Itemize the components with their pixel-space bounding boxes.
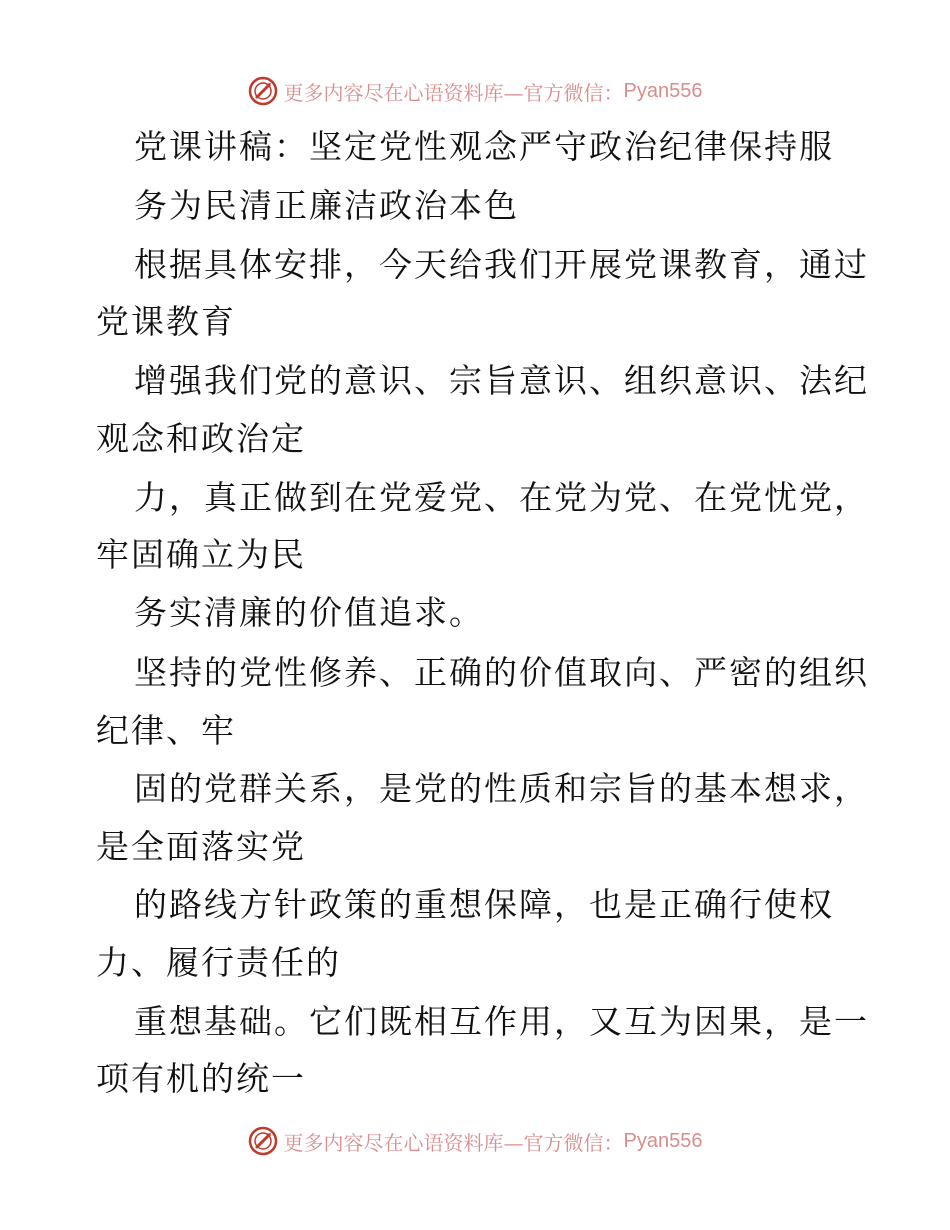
paragraph-line: 固的党群关系，是党的性质和宗旨的基本想求， bbox=[134, 769, 869, 808]
paragraph-line: 根据具体安排，今天给我们开展党课教育，通过 bbox=[134, 245, 869, 284]
footer-banner-wechat-id: Pyan556 bbox=[623, 1129, 703, 1152]
paragraph-line: 项有机的统一 bbox=[96, 1059, 306, 1098]
paragraph-line: 力，真正做到在党爱党、在党为党、在党忧党， bbox=[134, 478, 869, 517]
paragraph-line: 党课教育 bbox=[96, 302, 236, 341]
paragraph-line: 的路线方针政策的重想保障，也是正确行使权 bbox=[134, 885, 834, 924]
brand-logo-icon bbox=[248, 76, 278, 106]
header-banner-text: 更多内容尽在心语资料库—官方微信： bbox=[283, 80, 624, 105]
footer-banner bbox=[0, 1124, 950, 1158]
brand-logo-icon bbox=[248, 1126, 278, 1156]
paragraph-line: 增强我们党的意识、宗旨意识、组织意识、法纪 bbox=[134, 361, 869, 400]
header-banner bbox=[0, 74, 950, 108]
paragraph-line: 是全面落实党 bbox=[96, 827, 306, 866]
paragraph-line: 坚持的党性修养、正确的价值取向、严密的组织 bbox=[134, 653, 869, 692]
title-line-1: 党课讲稿：坚定党性观念严守政治纪律保持服 bbox=[134, 127, 834, 166]
header-banner-wechat-id: Pyan556 bbox=[623, 79, 703, 102]
paragraph-line: 观念和政治定 bbox=[96, 419, 306, 458]
paragraph-line: 力、履行责任的 bbox=[96, 943, 341, 982]
footer-banner-text: 更多内容尽在心语资料库—官方微信： bbox=[283, 1130, 624, 1155]
paragraph-line: 纪律、牢 bbox=[96, 711, 236, 750]
paragraph-line: 重想基础。它们既相互作用，又互为因果，是一 bbox=[134, 1002, 869, 1041]
title-line-2: 务为民清正廉洁政治本色 bbox=[134, 186, 519, 225]
paragraph-line: 牢固确立为民 bbox=[96, 535, 306, 574]
paragraph-line: 务实清廉的价值追求。 bbox=[134, 593, 484, 632]
